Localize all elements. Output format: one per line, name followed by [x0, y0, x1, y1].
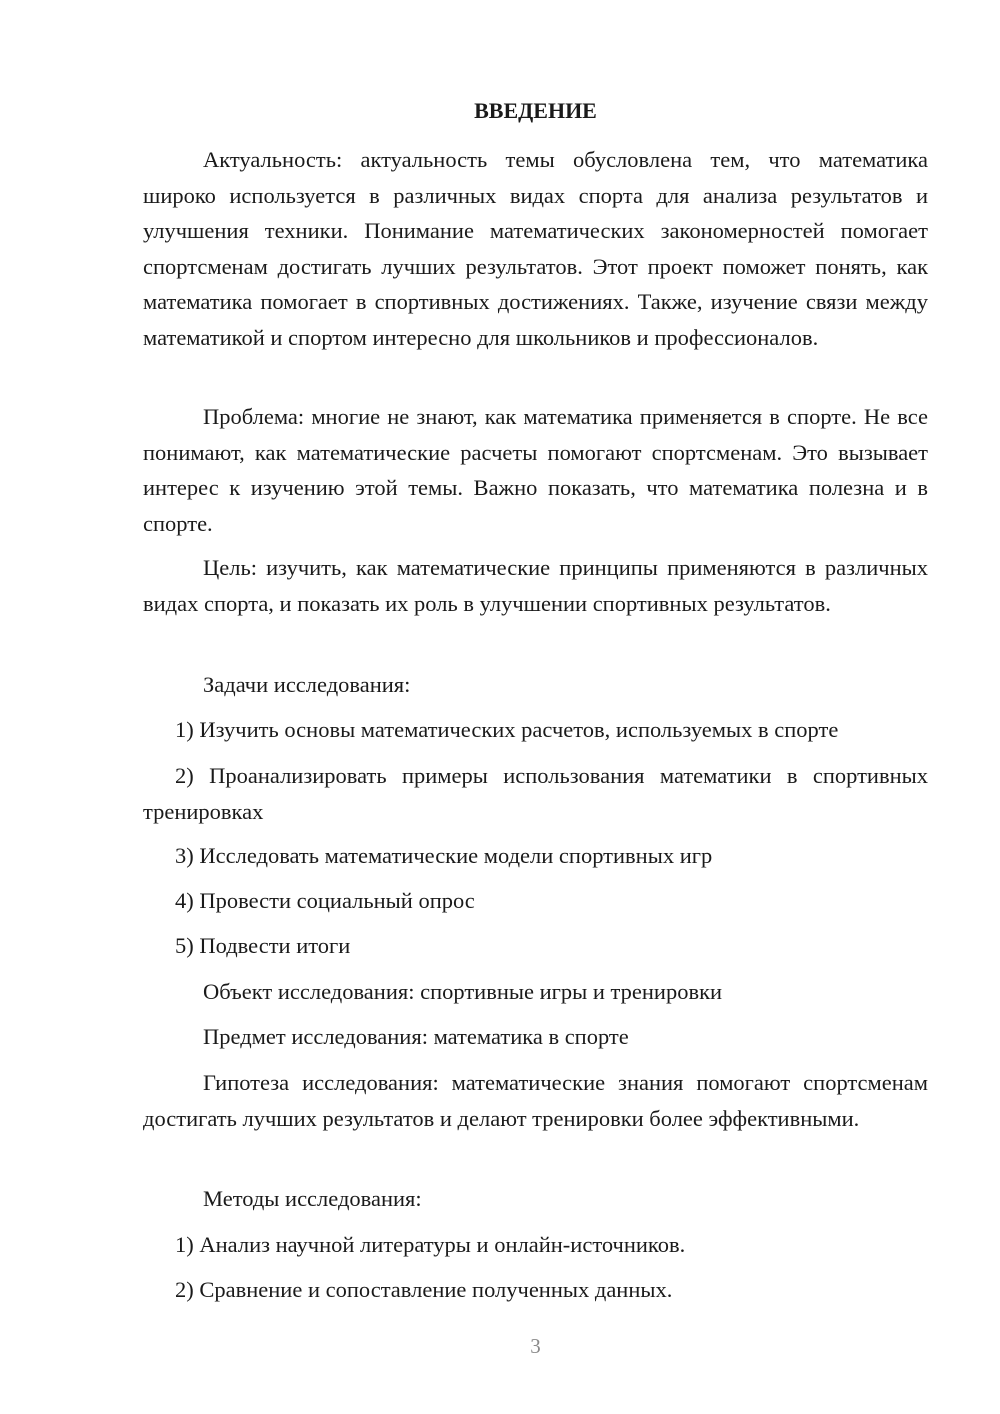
methods-intro: Методы исследования:	[203, 1186, 422, 1211]
task-item-5: 5) Подвести итоги	[175, 933, 351, 958]
tasks-intro: Задачи исследования:	[203, 672, 411, 697]
task-item-1: 1) Изучить основы математических расчетов, используемых в спорте	[175, 717, 839, 742]
object-paragraph: Объект исследования: спортивные игры и тренировки	[203, 979, 723, 1004]
document-page	[143, 0, 928, 1414]
problem-paragraph: Проблема: многие не знают, как математика применяется в спорте. Не все понимают, как математические расчеты помогают спортсменам. Это вызывает интерес к изучению этой темы. Важно показать, что математика полезна и в спорте.	[143, 404, 928, 536]
subject-paragraph: Предмет исследования: математика в спорте	[203, 1024, 629, 1049]
method-item-1: 1) Анализ научной литературы и онлайн-источников.	[175, 1232, 686, 1257]
section-heading: ВВЕДЕНИЕ	[474, 98, 597, 123]
method-item-2: 2) Сравнение и сопоставление полученных данных.	[175, 1277, 673, 1302]
hypothesis-paragraph: Гипотеза исследования: математические знания помогают спортсменам достигать лучших результатов и делают тренировки более эффективными.	[143, 1070, 928, 1131]
goal-paragraph: Цель: изучить, как математические принципы применяются в различных видах спорта, и показать их роль в улучшении спортивных результатов.	[143, 555, 928, 616]
task-item-4: 4) Провести социальный опрос	[175, 888, 475, 913]
task-item-2: 2) Проанализировать примеры использования математики в спортивных тренировках	[143, 763, 928, 824]
relevance-paragraph: Актуальность: актуальность темы обусловлена тем, что математика широко используется в различных видах спорта для анализа результатов и улучшения техники. Понимание математических закономерностей помогает спортсменам достигать лучших результатов. Этот проект поможет понять, как математика помогает в спортивных достижениях. Также, изучение связи между математикой и спортом интересно для школьников и профессионалов.	[143, 147, 928, 350]
page-number: 3	[530, 1334, 541, 1358]
task-item-3: 3) Исследовать математические модели спортивных игр	[175, 843, 713, 868]
